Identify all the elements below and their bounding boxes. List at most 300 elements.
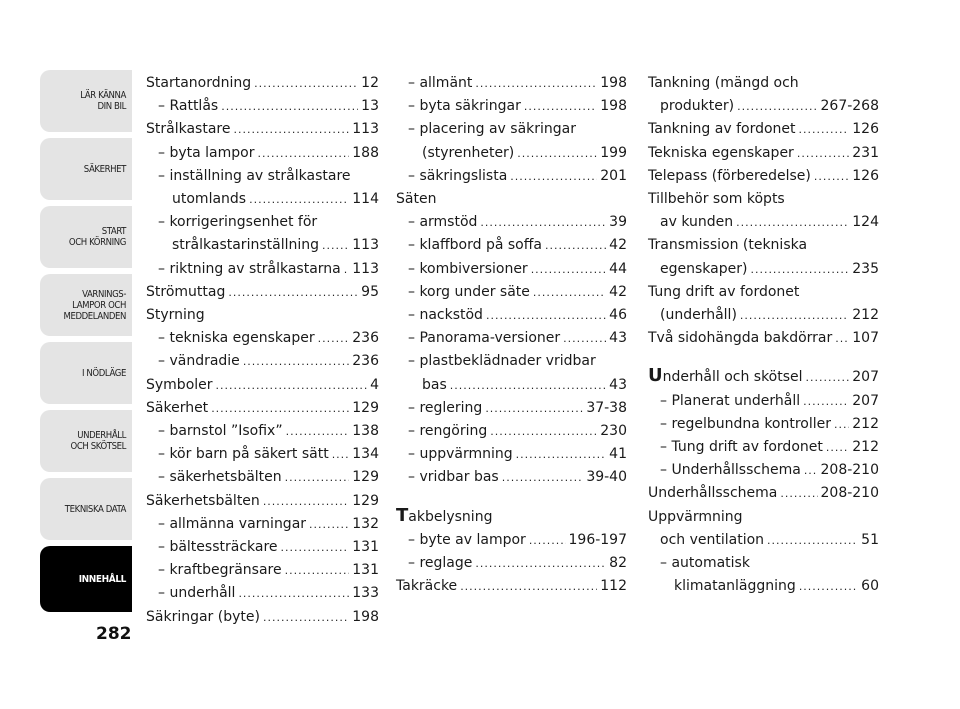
leader-dots [803, 390, 849, 413]
index-entry-label: – Rattlås [158, 98, 219, 115]
index-entry[interactable] [146, 142, 379, 165]
index-entry[interactable] [146, 490, 379, 513]
index-entry-page: 236 [352, 330, 379, 347]
index-entry[interactable] [648, 188, 879, 211]
index-entry-text [408, 72, 472, 95]
index-entry-label: Tillbehör som köpts [648, 191, 785, 208]
index-entry-label: – Planerat underhåll [660, 392, 801, 409]
index-entry-page: 113 [352, 237, 379, 254]
index-entry-label: – automatisk [660, 555, 750, 572]
index-entry-text [660, 436, 823, 459]
index-entry-label: – riktning av strålkastarna [158, 260, 341, 277]
index-entry[interactable] [146, 118, 379, 141]
index-entry-text [660, 390, 800, 413]
index-entry-text [158, 513, 306, 536]
index-entry[interactable] [146, 374, 379, 397]
index-entry[interactable] [396, 504, 627, 529]
index-entry-label: – reglering [408, 399, 483, 416]
index-entry-label: Säkringar (byte) [146, 608, 260, 625]
index-entry-label: – kombiversioner [408, 260, 528, 277]
index-entry[interactable] [396, 72, 627, 95]
index-entry[interactable] [648, 436, 879, 459]
leader-dots [797, 142, 849, 165]
index-entry-page: 39 [609, 214, 627, 231]
index-entry-label: – klaffbord på soffa [408, 237, 542, 254]
leader-dots [737, 95, 817, 118]
leader-dots [475, 72, 597, 95]
index-entry-text [158, 327, 315, 350]
index-entry[interactable] [146, 443, 379, 466]
index-entry-label: nderhåll och skötsel [662, 369, 803, 386]
index-entry[interactable] [648, 211, 879, 234]
leader-dots [563, 327, 606, 350]
index-entry[interactable] [396, 529, 627, 552]
index-entry-text [158, 258, 341, 281]
index-entry-text [660, 459, 801, 482]
index-entry[interactable] [146, 188, 379, 211]
index-entry-label: klimatanläggning [674, 578, 796, 595]
index-entry-label: – barnstol ”Isofix” [158, 423, 283, 440]
index-entry-text [422, 142, 514, 165]
index-entry[interactable] [648, 165, 879, 188]
index-entry-text [146, 72, 251, 95]
leader-dots [233, 118, 349, 141]
index-entry[interactable] [146, 559, 379, 582]
index-entry-text [146, 304, 205, 327]
index-entry-label: Telepass (förberedelse) [648, 167, 811, 184]
index-entry[interactable] [146, 234, 379, 257]
index-entry[interactable] [648, 142, 879, 165]
leader-dots [545, 234, 606, 257]
index-entry[interactable] [648, 327, 879, 350]
index-entry[interactable] [648, 281, 879, 304]
index-entry[interactable] [396, 281, 627, 304]
index-entry-page: 13 [361, 98, 379, 115]
index-entry-text [158, 466, 282, 489]
index-entry[interactable] [396, 304, 627, 327]
index-entry[interactable] [146, 258, 379, 281]
index-entry-label: – underhåll [158, 585, 236, 602]
index-entry-label: akbelysning [408, 508, 493, 525]
index-entry-page: 132 [352, 515, 379, 532]
index-entry-text [648, 482, 777, 505]
index-entry-label: bas [422, 376, 447, 393]
index-entry-page: 267-268 [820, 98, 879, 115]
index-entry-page: 126 [852, 167, 879, 184]
leader-dots [263, 606, 349, 629]
leader-dots [524, 95, 597, 118]
index-entry-label: Tekniska egenskaper [648, 144, 794, 161]
index-entry[interactable] [146, 327, 379, 350]
index-entry[interactable] [396, 258, 627, 281]
leader-dots [826, 436, 849, 459]
index-entry-label: – säkringslista [408, 167, 508, 184]
leader-dots [485, 397, 583, 420]
index-entry-label: Tankning (mängd och [648, 75, 799, 91]
index-entry-label: strålkastarinställning [172, 237, 319, 254]
index-entry[interactable] [146, 466, 379, 489]
index-entry-label: Styrning [146, 307, 205, 324]
leader-dots [249, 188, 349, 211]
index-entry[interactable] [396, 234, 627, 257]
index-entry-page: 129 [352, 492, 379, 509]
index-entry-page: 51 [861, 531, 879, 548]
index-entry-text [648, 142, 794, 165]
index-entry-text [648, 364, 803, 389]
index-entry[interactable] [396, 443, 627, 466]
index-entry-text [648, 188, 785, 211]
index-entry-label: – uppvärmning [408, 446, 513, 463]
index-entry-label: (styrenheter) [422, 144, 515, 161]
index-entry-page: 207 [852, 369, 879, 386]
leader-dots [502, 466, 584, 489]
chapter-tab[interactable]: INNEHÅLL [40, 546, 132, 612]
index-entry-label: – vändradie [158, 353, 240, 370]
index-entry[interactable] [648, 552, 879, 575]
index-entry[interactable] [146, 536, 379, 559]
leader-dots [322, 234, 349, 257]
index-entry[interactable] [648, 413, 879, 436]
chapter-tab[interactable]: SÄKERHET [40, 138, 132, 200]
leader-dots [799, 575, 858, 598]
index-entry-label: Två sidohängda bakdörrar [648, 330, 833, 347]
index-entry[interactable] [396, 188, 627, 211]
index-entry-text [158, 95, 218, 118]
index-entry-text [158, 420, 283, 443]
index-entry-text [648, 72, 799, 95]
leader-dots [517, 142, 597, 165]
chapter-tab[interactable]: START OCH KÖRNING [40, 206, 132, 268]
index-entry[interactable] [648, 459, 879, 482]
index-entry[interactable] [396, 420, 627, 443]
index-entry-text [660, 95, 734, 118]
index-entry[interactable] [396, 575, 627, 598]
leader-dots [490, 420, 597, 443]
index-entry-label: – vridbar bas [408, 469, 499, 486]
leader-dots [238, 582, 349, 605]
index-entry-text [408, 258, 528, 281]
index-entry[interactable] [648, 390, 879, 413]
index-entry-text [648, 234, 807, 257]
index-entry-text [648, 281, 799, 304]
chapter-tab[interactable]: LÄR KÄNNA DIN BIL [40, 70, 132, 132]
index-entry-label: – tekniska egenskaper [158, 330, 315, 347]
leader-dots [332, 443, 350, 466]
index-entry-page: 42 [609, 237, 627, 254]
index-entry-text [408, 234, 542, 257]
index-entry-text [158, 142, 254, 165]
index-entry[interactable] [146, 95, 379, 118]
index-entry-page: 198 [352, 608, 379, 625]
index-entry-label: Säten [396, 191, 437, 208]
leader-dots [834, 413, 849, 436]
index-entry-text [408, 466, 499, 489]
index-entry-text [408, 529, 526, 552]
chapter-tab[interactable]: VARNINGS- LAMPOR OCH MEDDELANDEN [40, 274, 132, 336]
index-entry-page: 208-210 [820, 485, 879, 502]
index-entry-text [396, 188, 436, 211]
index-entry-label: – Underhållsschema [660, 462, 801, 479]
index-entry-text [408, 118, 576, 141]
index-entry-page: 201 [600, 167, 627, 184]
index-entry-text [660, 304, 737, 327]
index-entry[interactable] [396, 327, 627, 350]
index-entry-label: – Tung drift av fordonet [660, 439, 823, 456]
index-entry-label: och ventilation [660, 531, 765, 548]
leader-dots [257, 142, 349, 165]
index-entry-text [660, 413, 831, 436]
index-entry-text [146, 490, 260, 513]
index-entry-page: 131 [352, 562, 379, 579]
leader-dots [510, 165, 597, 188]
index-entry-page: 43 [609, 376, 627, 393]
index-entry-label: – regelbundna kontroller [660, 415, 832, 432]
index-column-2 [396, 72, 627, 598]
index-entry-page: 82 [609, 555, 627, 572]
index-entry[interactable] [396, 374, 627, 397]
index-entry[interactable] [146, 350, 379, 373]
index-entry-label: Startanordning [146, 75, 252, 91]
index-entry-label: – reglage [408, 555, 473, 572]
index-entry-label: – kör barn på säkert sätt [158, 446, 329, 463]
leader-dots [285, 559, 350, 582]
index-entry-label: – nackstöd [408, 307, 483, 324]
index-entry[interactable] [146, 304, 379, 327]
index-entry-label: Säkerhetsbälten [146, 492, 260, 509]
leader-dots [243, 350, 349, 373]
index-entry-page: 230 [600, 423, 627, 440]
index-entry-text [422, 374, 447, 397]
chapter-tab[interactable]: TEKNISKA DATA [40, 478, 132, 540]
index-entry-label: – plastbeklädnader vridbar [408, 353, 596, 370]
leader-dots [221, 95, 358, 118]
leader-dots [318, 327, 350, 350]
index-entry[interactable] [146, 397, 379, 420]
index-entry-page: 113 [352, 260, 379, 277]
index-entry-label: Säkerhet [146, 399, 209, 416]
index-entry[interactable] [396, 466, 627, 489]
index-entry-label: Symboler [146, 376, 213, 393]
index-entry[interactable] [648, 118, 879, 141]
index-entry-label: Uppvärmning [648, 508, 743, 525]
index-entry-page: 124 [852, 214, 879, 231]
index-entry-text [408, 281, 530, 304]
section-gap [396, 490, 627, 504]
leader-dots [211, 397, 349, 420]
index-entry-text [648, 118, 796, 141]
index-entry[interactable] [396, 142, 627, 165]
index-entry-text [408, 327, 560, 350]
index-entry[interactable] [648, 364, 879, 389]
index-entry-page: 235 [852, 260, 879, 277]
index-entry-page: 198 [600, 98, 627, 115]
index-entry[interactable] [396, 95, 627, 118]
index-entry-label: – säkerhetsbälten [158, 469, 282, 486]
index-entry-page: 129 [352, 399, 379, 416]
index-entry-page: 41 [609, 446, 627, 463]
leader-dots [736, 211, 849, 234]
index-entry-text [158, 536, 278, 559]
index-entry-label: – placering av säkringar [408, 121, 577, 138]
index-entry-page: 95 [361, 283, 379, 300]
index-entry[interactable] [648, 95, 879, 118]
index-entry-text [158, 443, 329, 466]
leader-dots [480, 211, 606, 234]
index-entry[interactable] [146, 606, 379, 629]
index-entry-label: Strålkastare [146, 121, 231, 138]
index-entry[interactable] [396, 165, 627, 188]
leader-dots [486, 304, 606, 327]
page-number: 282 [96, 624, 132, 644]
index-entry-page: 114 [352, 191, 379, 208]
index-entry-page: 12 [361, 75, 379, 91]
leader-dots [281, 536, 350, 559]
leader-dots [475, 552, 606, 575]
index-entry[interactable] [396, 397, 627, 420]
index-entry-text [146, 118, 230, 141]
index-entry[interactable] [648, 506, 879, 529]
index-entry-page: 231 [852, 144, 879, 161]
chapter-tab[interactable]: I NÖDLÄGE [40, 342, 132, 404]
index-entry-page: 37-38 [586, 399, 627, 416]
index-entry-label: – byta lampor [158, 144, 255, 161]
index-entry-text [408, 420, 487, 443]
leader-dots [799, 118, 850, 141]
index-entry-text [408, 350, 596, 373]
index-entry-label: – korg under säte [408, 283, 530, 300]
index-entry[interactable] [146, 165, 379, 188]
index-entry[interactable] [648, 304, 879, 327]
index-entry[interactable] [396, 350, 627, 373]
index-entry[interactable] [146, 72, 379, 95]
index-entry[interactable] [146, 211, 379, 234]
index-entry-page: 129 [352, 469, 379, 486]
leader-dots [750, 258, 849, 281]
leader-dots [516, 443, 607, 466]
index-entry-text [172, 234, 319, 257]
leader-dots [344, 258, 350, 281]
index-entry[interactable] [146, 420, 379, 443]
index-entry-text [146, 281, 225, 304]
index-entry-page: 4 [370, 376, 379, 393]
index-entry-label: – armstöd [408, 214, 478, 231]
index-entry[interactable] [146, 281, 379, 304]
index-entry-page: 131 [352, 539, 379, 556]
index-entry-page: 207 [852, 392, 879, 409]
index-entry-label: Strömuttag [146, 283, 226, 300]
index-column-1 [146, 72, 379, 629]
index-entry-page: 208-210 [820, 462, 879, 479]
leader-dots [450, 374, 606, 397]
index-entry-page: 236 [352, 353, 379, 370]
index-entry[interactable] [146, 513, 379, 536]
index-entry-text [660, 529, 764, 552]
index-entry-page: 42 [609, 283, 627, 300]
index-entry-page: 212 [852, 415, 879, 432]
index-entry-label: – rengöring [408, 423, 488, 440]
leader-dots [780, 482, 817, 505]
index-entry-text [674, 575, 796, 598]
index-entry[interactable] [648, 258, 879, 281]
index-entry-label: – Panorama-versioner [408, 330, 561, 347]
index-entry-label: Transmission (tekniska [648, 237, 808, 254]
index-entry-text [172, 188, 246, 211]
index-entry[interactable] [396, 211, 627, 234]
index-entry-page: 126 [852, 121, 879, 138]
index-entry-page: 188 [352, 144, 379, 161]
index-entry-page: 212 [852, 439, 879, 456]
index-entry[interactable] [648, 234, 879, 257]
leader-dots [286, 420, 350, 443]
index-entry-text [408, 165, 507, 188]
index-entry-label: – byte av lampor [408, 531, 526, 548]
index-entry[interactable] [146, 582, 379, 605]
index-entry-page: 138 [352, 423, 379, 440]
index-entry-text [648, 506, 743, 529]
index-entry-page: 43 [609, 330, 627, 347]
leader-dots [804, 459, 818, 482]
leader-dots [814, 165, 849, 188]
leader-dots [216, 374, 368, 397]
index-entry-page: 107 [852, 330, 879, 347]
leader-dots [835, 327, 849, 350]
index-entry-text [158, 559, 282, 582]
leader-dots [740, 304, 849, 327]
section-initial: T [396, 504, 409, 526]
index-entry-text [158, 582, 235, 605]
index-entry-label: Tankning av fordonet [648, 121, 796, 138]
leader-dots [285, 466, 350, 489]
index-entry[interactable] [648, 72, 879, 95]
index-entry-page: 133 [352, 585, 379, 602]
index-entry-text [396, 575, 457, 598]
index-entry-label: utomlands [172, 191, 247, 208]
index-entry-text [158, 350, 240, 373]
leader-dots [263, 490, 349, 513]
index-entry-text [648, 165, 811, 188]
index-entry-page: 39-40 [586, 469, 627, 486]
index-entry-text [158, 211, 317, 234]
index-entry-text [408, 95, 521, 118]
section-initial: U [648, 365, 663, 387]
index-entry-label: – korrigeringsenhet för [158, 214, 318, 231]
index-entry-label: – allmänt [408, 75, 473, 91]
index-entry-text [660, 211, 733, 234]
index-entry-page: 112 [600, 578, 627, 595]
index-entry-text [660, 258, 747, 281]
chapter-tab[interactable]: UNDERHÅLL OCH SKÖTSEL [40, 410, 132, 472]
leader-dots [309, 513, 349, 536]
index-entry-label: – byta säkringar [408, 98, 521, 115]
index-entry-page: 134 [352, 446, 379, 463]
index-entry-page: 113 [352, 121, 379, 138]
index-entry-label: – allmänna varningar [158, 515, 307, 532]
leader-dots [254, 72, 358, 95]
index-entry-text [660, 552, 750, 575]
index-entry[interactable] [648, 529, 879, 552]
index-entry-label: – inställning av strålkastare [158, 167, 351, 184]
index-entry-page: 198 [600, 75, 627, 91]
index-entry[interactable] [396, 118, 627, 141]
index-entry[interactable] [396, 552, 627, 575]
index-entry-text [408, 304, 483, 327]
index-entry-label: Takräcke [396, 578, 458, 595]
section-gap [648, 350, 879, 364]
index-entry[interactable] [648, 575, 879, 598]
index-entry[interactable] [648, 482, 879, 505]
leader-dots [531, 258, 606, 281]
index-entry-label: (underhåll) [660, 307, 737, 324]
